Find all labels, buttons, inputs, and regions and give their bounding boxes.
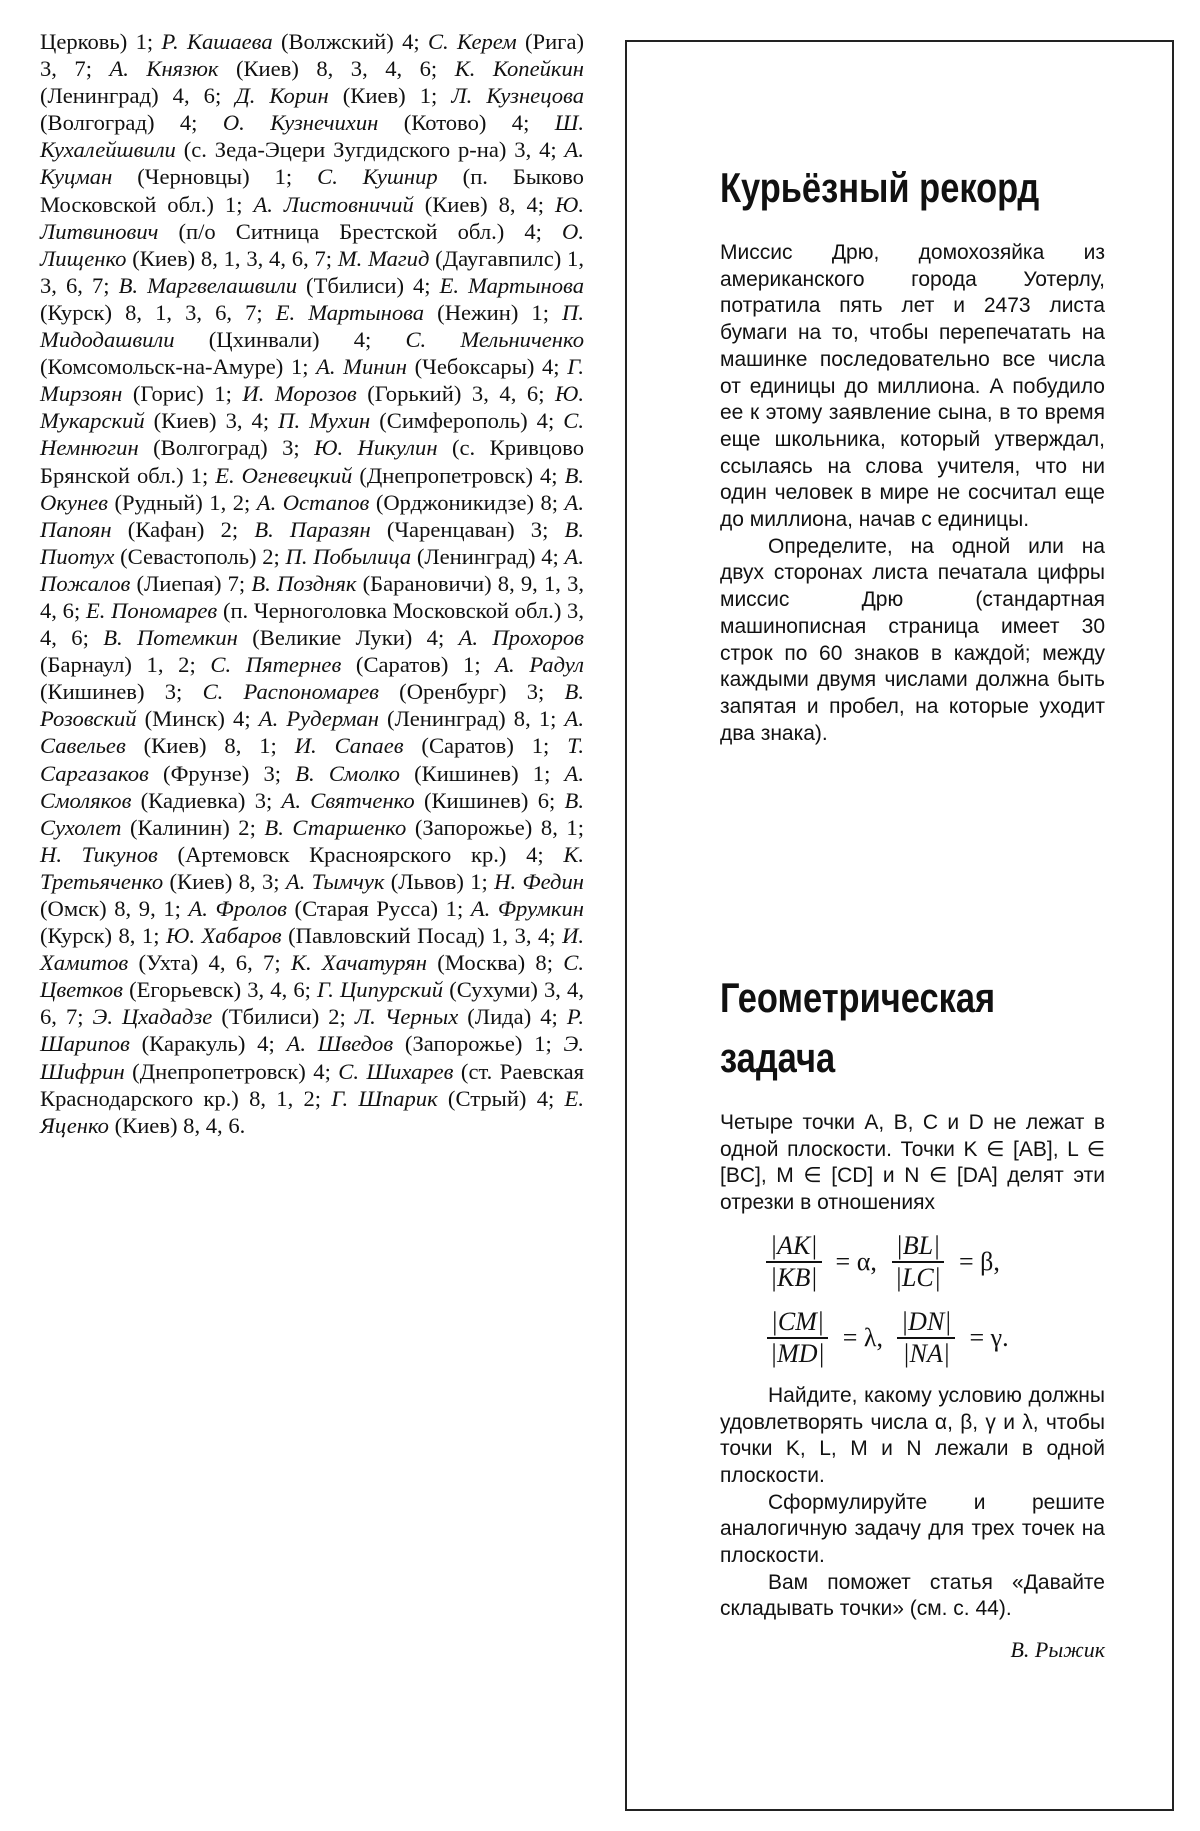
winner-name: А. Рудерман	[258, 706, 379, 732]
winner-name: Ю. Никулин	[314, 435, 438, 461]
winner-name: А. Тымчук	[285, 868, 385, 894]
winner-details: (Севастополь) 2;	[114, 543, 286, 569]
winner-details: (Барнаул) 1, 2;	[40, 652, 211, 678]
winner-details: (Рудный) 1, 2;	[107, 489, 257, 515]
winner-details: (Омск) 8, 9, 1;	[40, 896, 189, 921]
problem-hint: Вам поможет статья «Давайте складывать точки» (см. с. 44).	[720, 1570, 1105, 1621]
winner-name: Л. Черных	[354, 1004, 459, 1030]
winner-name: Г. Шпарик	[331, 1085, 438, 1111]
winner-details: (Великие Луки) 4;	[237, 625, 459, 651]
winner-name: А. Святченко	[281, 787, 415, 813]
winner-details: (Львов) 1;	[384, 868, 495, 894]
winner-name: А. Листовничий	[253, 191, 414, 217]
winner-details: (Лиепая) 7;	[130, 570, 252, 596]
winner-details: (с. Зеда-Эцери Зугдидского р-на) 3, 4;	[175, 137, 565, 163]
winner-details: (Кишинев) 1;	[399, 760, 565, 786]
winner-name: А. Минин	[316, 354, 408, 380]
winner-details: (п. Черноголовка Московской обл.) 3, 4, 6;	[40, 597, 584, 651]
winner-name: С. Кушнир	[317, 164, 438, 190]
winner-details: (Сухуми) 3, 4, 6, 7;	[40, 977, 585, 1030]
winner-details: (Саратов) 1;	[403, 733, 568, 759]
winner-name: Ш. Кухалейшвили	[40, 110, 584, 163]
winner-details: (Барановичи) 8, 9, 1, 3, 4, 6;	[40, 570, 585, 623]
winner-name: Д. Корин	[235, 83, 329, 109]
winner-details: (п/о Ситница Брестской обл.) 4;	[158, 218, 563, 244]
sidebar-box	[625, 40, 1174, 1811]
winner-name: Л. Кузнецова	[451, 83, 585, 109]
winner-name: В. Окунев	[40, 462, 585, 515]
ratio-formula-row-1	[766, 1231, 1105, 1293]
winner-name: А. Савельев	[40, 706, 584, 759]
winner-details: (Кафан) 2;	[111, 516, 255, 542]
winner-details: (Горький) 3, 4, 6;	[356, 381, 556, 407]
winner-name: С. Немнюгин	[40, 408, 584, 461]
winner-details: (Котово) 4;	[378, 110, 555, 136]
problem-extension: Сформулируйте и решите аналогичную задачу для трех точек на плоскости.	[720, 1490, 1105, 1568]
winner-details: (Киев) 8, 4;	[413, 191, 555, 217]
winner-name: В. Паразян	[254, 516, 371, 542]
winner-details: (Киев) 8, 4, 6.	[108, 1112, 246, 1138]
winner-details: (Стрый) 4;	[437, 1085, 565, 1111]
winner-name: Ю. Хабаров	[166, 923, 282, 949]
winner-details: (Киев) 8, 1;	[125, 733, 295, 759]
winner-details: (Каракуль) 4;	[129, 1031, 287, 1057]
winner-details: (Рига) 3, 7;	[40, 29, 584, 82]
winner-name: Р. Шарипов	[40, 1004, 584, 1057]
winner-details: (Горис) 1;	[122, 381, 243, 407]
winner-name: П. Побылица	[285, 543, 412, 569]
winner-name: В. Потемкин	[103, 625, 238, 651]
winner-name: Е. Мартынова	[275, 299, 425, 325]
winner-name: С. Пятернев	[210, 652, 342, 678]
winner-details: (Курск) 8, 1, 3, 6, 7;	[40, 299, 276, 325]
article-paragraph: Миссис Дрю, домохозяйка из американского города Уотерлу, потратила пять лет и 2473 листа бумаги на то, чтобы перепечатать на машинке последовательно все числа от единицы до миллиона. А побудило ее к этому заявление сына, в то время еще школьника, который утверждал, ссылаясь на слова учителя, что ни один человек в мире не сосчитал еще до миллиона, начав с единицы.	[720, 241, 1105, 532]
ratio-value: = α,	[835, 1246, 877, 1276]
winner-name: А. Папоян	[40, 489, 584, 542]
problem-task: Найдите, какому условию должны удовлетворять числа α, β, γ и λ, чтобы точки K, L, M и N лежали в одной плоскости.	[720, 1383, 1105, 1487]
winner-details: (Киев) 1;	[328, 83, 452, 109]
winner-details: (Ленинград) 4;	[411, 543, 565, 569]
ratio-formula-row-2	[766, 1307, 1105, 1369]
winner-details: (Ленинград) 8, 1;	[378, 706, 565, 732]
winner-name: А. Фрумкин	[470, 896, 585, 921]
winner-details: (Днепропетровск) 4;	[352, 462, 565, 488]
winner-details: (Запорожье) 8, 1;	[406, 814, 584, 840]
winner-name: С. Распономарев	[202, 679, 379, 705]
winner-details: (Ухта) 4, 6, 7;	[128, 950, 291, 976]
winner-name: Ю. Мукарский	[40, 381, 585, 434]
winner-name: П. Мухин	[278, 408, 371, 434]
winner-details: (Киев) 8, 3;	[163, 868, 286, 894]
ratio-value: = β,	[958, 1246, 1000, 1276]
winner-details: (Комсомольск-на-Амуре) 1;	[40, 354, 317, 380]
winner-name: И. Морозов	[242, 381, 357, 407]
winner-name: И. Хамитов	[40, 923, 585, 976]
ratio-fraction: $\frac{|DN|}{|NA|}$	[897, 1307, 955, 1369]
title-line-2: задача	[720, 1034, 836, 1081]
winner-name: А. Прохоров	[458, 625, 584, 651]
winner-name: Н. Федин	[494, 868, 584, 894]
winner-name: О. Лищенко	[40, 218, 584, 271]
winner-name: А. Радул	[495, 652, 584, 678]
winner-details: (Орджоникидзе) 8;	[369, 489, 565, 515]
winner-details: (Запорожье) 1;	[393, 1031, 564, 1057]
winner-details: (Оренбург) 3;	[378, 679, 565, 705]
winner-details: (Лида) 4;	[458, 1004, 567, 1030]
winner-name: Р. Кашаева	[161, 29, 273, 54]
winner-name: А. Куцман	[40, 137, 584, 190]
winner-name: С. Цветков	[40, 950, 585, 1003]
winner-name: А. Остапов	[256, 489, 370, 515]
winner-name: М. Магид	[337, 245, 430, 271]
winner-name: В. Смолко	[295, 760, 400, 786]
winner-details: (Старая Русса) 1;	[286, 896, 471, 921]
winner-details: (ст. Раевская Краснодарского кр.) 8, 1, 2;	[40, 1058, 584, 1111]
winner-details: (Кишинев) 6;	[414, 787, 565, 813]
winner-name: Э. Шифрин	[40, 1031, 584, 1084]
winner-name: А. Шведов	[286, 1031, 394, 1057]
ratio-value: = λ,	[842, 1322, 884, 1352]
winner-details: (Курск) 8, 1;	[40, 923, 166, 949]
winner-details: (Саратов) 1;	[341, 652, 496, 678]
winner-name: К. Третьяченко	[40, 841, 584, 894]
winner-details: (Чаренцаван) 3;	[370, 516, 565, 542]
winner-name: Г. Мирзоян	[40, 354, 584, 407]
winner-details: (п. Быково Московской обл.) 1;	[40, 164, 584, 217]
winner-details: (Кишинев) 3;	[40, 679, 203, 705]
winner-name: К. Хачатурян	[290, 950, 427, 976]
winner-details: (Цхинвали) 4;	[174, 327, 406, 353]
winner-name: Э. Цхададзе	[92, 1004, 213, 1030]
winner-name: С. Мельниченко	[405, 327, 584, 353]
winner-name: Н. Тикунов	[40, 841, 158, 867]
winner-details: (Киев) 3, 4;	[144, 408, 279, 434]
winner-details: (Егорьевск) 3, 4, 6;	[122, 977, 318, 1003]
winner-details: (Ленинград) 4, 6;	[40, 83, 236, 109]
winner-name: Г. Ципурский	[317, 977, 444, 1003]
winner-name: В. Сухолет	[40, 787, 584, 840]
winner-name: А. Князюк	[109, 56, 219, 82]
winner-name: П. Мидодашвили	[40, 299, 585, 353]
winner-details: (Киев) 8, 1, 3, 4, 6, 7;	[126, 245, 338, 271]
winners-list-text	[40, 28, 584, 1139]
article-title	[720, 968, 1036, 1088]
title-line-1: Геометрическая	[720, 974, 996, 1021]
problem-statement: Четыре точки A, B, C и D не лежат в одной плоскости. Точки K ∈ [AB], L ∈ [BC], M ∈ [CD] и N ∈ [DA] делят эти отрезки в отношениях	[720, 1111, 1105, 1215]
winner-name: В. Поздняк	[251, 570, 357, 596]
winner-name: С. Керем	[427, 29, 517, 54]
winner-name: Е. Огневецкий	[215, 462, 353, 488]
winner-name: А. Фролов	[188, 896, 287, 921]
winner-details: (Симферополь) 4;	[370, 408, 564, 434]
winner-details: (Артемовск Красноярского кр.) 4;	[157, 841, 564, 867]
article-question: Определите, на одной или на двух сторонах листа печатала цифры миссис Дрю (стандартная машинописная страница имеет 30 строк по 60 знаков в каждой; между каждыми двумя числами должна быть запятая и пробел, на которые уходит два знака).	[720, 534, 1105, 745]
ratio-value: = γ.	[969, 1322, 1009, 1352]
winner-name: В. Розовский	[40, 679, 584, 732]
winner-details: (Волгоград) 3;	[138, 435, 315, 461]
winner-name: В. Маргвелашвили	[118, 272, 297, 298]
winner-details: (Волжский) 4;	[272, 29, 428, 54]
winner-details: (Нежин) 1;	[424, 299, 563, 325]
winner-details: (Москва) 8;	[426, 950, 564, 976]
winner-details: (Калинин) 2;	[121, 814, 265, 840]
article-title: Курьёзный рекорд	[720, 164, 1040, 211]
winner-details: Церковь) 1;	[40, 29, 162, 54]
ratio-fraction: $\frac{|CM|}{|MD|}$	[766, 1307, 829, 1369]
ratio-fraction: $\frac{|BL|}{|LC|}$	[891, 1231, 945, 1293]
winner-name: О. Кузнечихин	[222, 110, 379, 136]
winner-name: Е. Мартынова	[439, 272, 584, 298]
winner-details: (Павловский Посад) 1, 3, 4;	[281, 923, 563, 949]
winner-name: Е. Пономарев	[85, 597, 218, 623]
winners-list-column	[40, 28, 584, 1139]
winner-details: (Даугавпилс) 1, 3, 6, 7;	[40, 245, 584, 298]
winner-name: Т. Саргазаков	[40, 733, 584, 786]
winner-name: Ю. Литвинович	[40, 191, 584, 244]
article-curious-record	[720, 160, 1105, 747]
winner-details: (Черновцы) 1;	[112, 164, 318, 190]
winner-details: (Днепропетровск) 4;	[124, 1058, 339, 1084]
winner-name: С. Шихарев	[338, 1058, 454, 1084]
winner-name: Е. Яценко	[40, 1085, 584, 1138]
winner-name: В. Пиотух	[40, 516, 584, 569]
ratio-fraction: $\frac{|AK|}{|KB|}$	[766, 1231, 822, 1293]
author-signature: В. Рыжик	[1010, 1637, 1105, 1663]
winner-details: (Минск) 4;	[136, 706, 259, 732]
winner-details: (Тбилиси) 2;	[212, 1004, 355, 1030]
winner-details: (Киев) 8, 3, 4, 6;	[218, 56, 455, 82]
winner-details: (Кадиевка) 3;	[131, 787, 282, 813]
winner-details: (с. Кривцово Брянской обл.) 1;	[40, 435, 584, 488]
winner-name: В. Старшенко	[264, 814, 407, 840]
winner-details: (Тбилиси) 4;	[297, 272, 440, 298]
winner-name: И. Сапаев	[294, 733, 404, 759]
winner-details: (Чебоксары) 4;	[407, 354, 568, 380]
winner-details: (Волгоград) 4;	[40, 110, 223, 136]
winner-name: К. Копейкин	[454, 56, 584, 82]
winner-details: (Фрунзе) 3;	[148, 760, 296, 786]
winner-name: А. Пожалов	[40, 543, 584, 596]
article-geometry-problem	[720, 968, 1105, 1663]
winner-name: А. Смоляков	[40, 760, 584, 813]
